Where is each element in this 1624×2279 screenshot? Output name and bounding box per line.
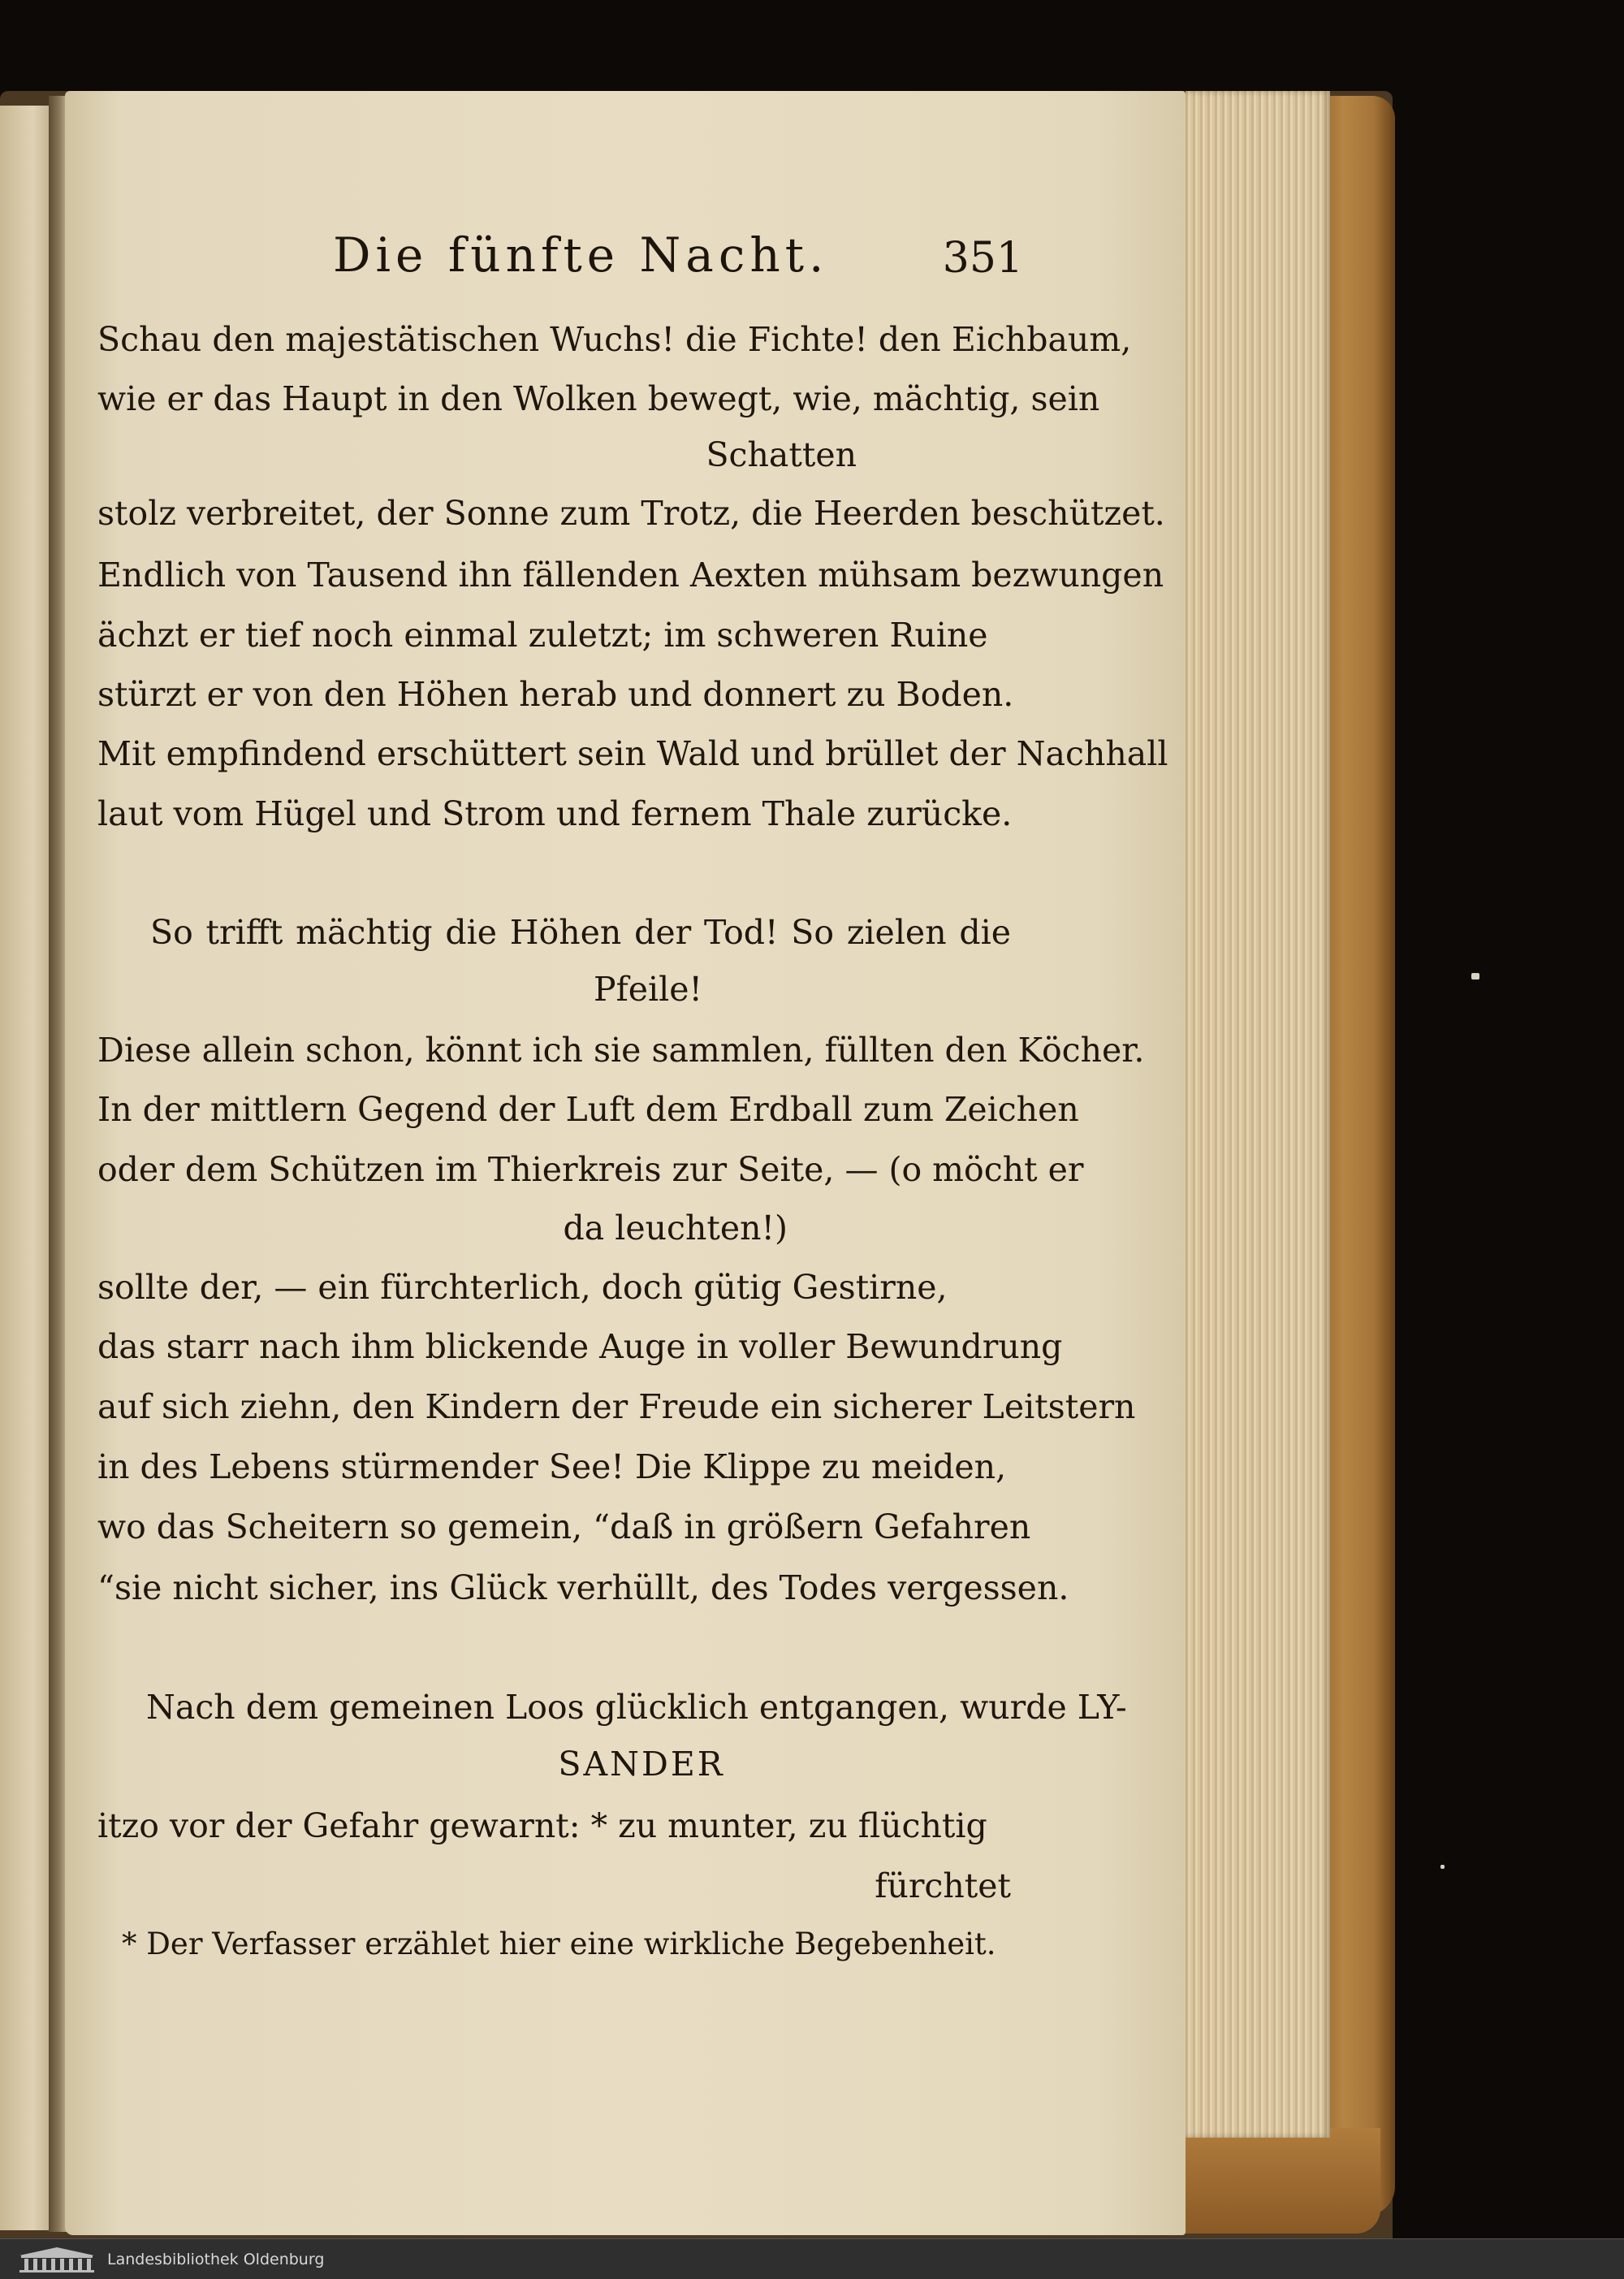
text-line: oder dem Schützen im Thierkreis zur Seite, — (o möcht er — [97, 1150, 1084, 1189]
text-line: fürchtet — [875, 1866, 1011, 1905]
text-line: Nach dem gemeinen Loos glücklich entgangen, wurde LY- — [146, 1688, 1127, 1727]
text-line: ächzt er tief noch einmal zuletzt; im schweren Ruine — [97, 616, 988, 655]
library-footer-bar — [0, 2238, 1624, 2279]
text-line: In der mittlern Gegend der Luft dem Erdball zum Zeichen — [97, 1090, 1079, 1129]
left-page-edge — [0, 106, 55, 2230]
library-name: Landesbibliothek Oldenburg — [107, 2251, 325, 2268]
library-building-icon — [18, 2246, 96, 2273]
text-line: stürzt er von den Höhen herab und donnert zu Boden. — [97, 675, 1014, 714]
page-block-edges — [1186, 91, 1330, 2138]
text-line: da leuchten!) — [563, 1209, 788, 1248]
text-line: Mit empfindend erschüttert sein Wald und brüllet der Nachhall — [97, 734, 1168, 773]
text-line: das starr nach ihm blickende Auge in voller Bewundrung — [97, 1327, 1063, 1366]
text-line: itzo vor der Gefahr gewarnt: * zu munter, zu flüchtig — [97, 1806, 987, 1845]
text-line: Diese allein schon, könnt ich sie sammlen, füllten den Köcher. — [97, 1031, 1145, 1070]
text-line: wie er das Haupt in den Wolken bewegt, wie, mächtig, sein — [97, 379, 1100, 418]
text-line: Pfeile! — [594, 970, 702, 1009]
text-line: stolz verbreitet, der Sonne zum Trotz, die Heerden beschützet. — [97, 494, 1165, 533]
dust-speck — [1471, 973, 1479, 979]
page-number: 351 — [942, 234, 1023, 283]
footnote: * Der Verfasser erzählet hier eine wirkliche Begebenheit. — [122, 1927, 996, 1961]
text-line: SANDER — [558, 1745, 725, 1784]
running-title: Die fünfte Nacht. — [333, 227, 829, 283]
text-line: Schatten — [706, 435, 857, 474]
text-line: in des Lebens stürmender See! Die Klippe zu meiden, — [97, 1447, 1007, 1486]
dust-speck — [1440, 1865, 1445, 1869]
text-line: auf sich ziehn, den Kindern der Freude ein sicherer Leitstern — [97, 1387, 1136, 1426]
text-line: laut vom Hügel und Strom und fernem Thale zurücke. — [97, 794, 1013, 833]
text-line: Endlich von Tausend ihn fällenden Aexten mühsam bezwungen — [97, 556, 1164, 595]
page-header — [333, 227, 1023, 301]
text-line: Schau den majestätischen Wuchs! die Fichte! den Eichbaum, — [97, 320, 1132, 359]
text-line: “sie nicht sicher, ins Glück verhüllt, des Todes vergessen. — [97, 1568, 1069, 1607]
text-line: sollte der, — ein fürchterlich, doch gütig Gestirne, — [97, 1268, 948, 1307]
book-cover-bottom — [1161, 2128, 1380, 2234]
text-line: wo das Scheitern so gemein, “daß in größern Gefahren — [97, 1507, 1031, 1546]
text-line: So trifft mächtig die Höhen der Tod! So zielen die — [150, 913, 1011, 952]
